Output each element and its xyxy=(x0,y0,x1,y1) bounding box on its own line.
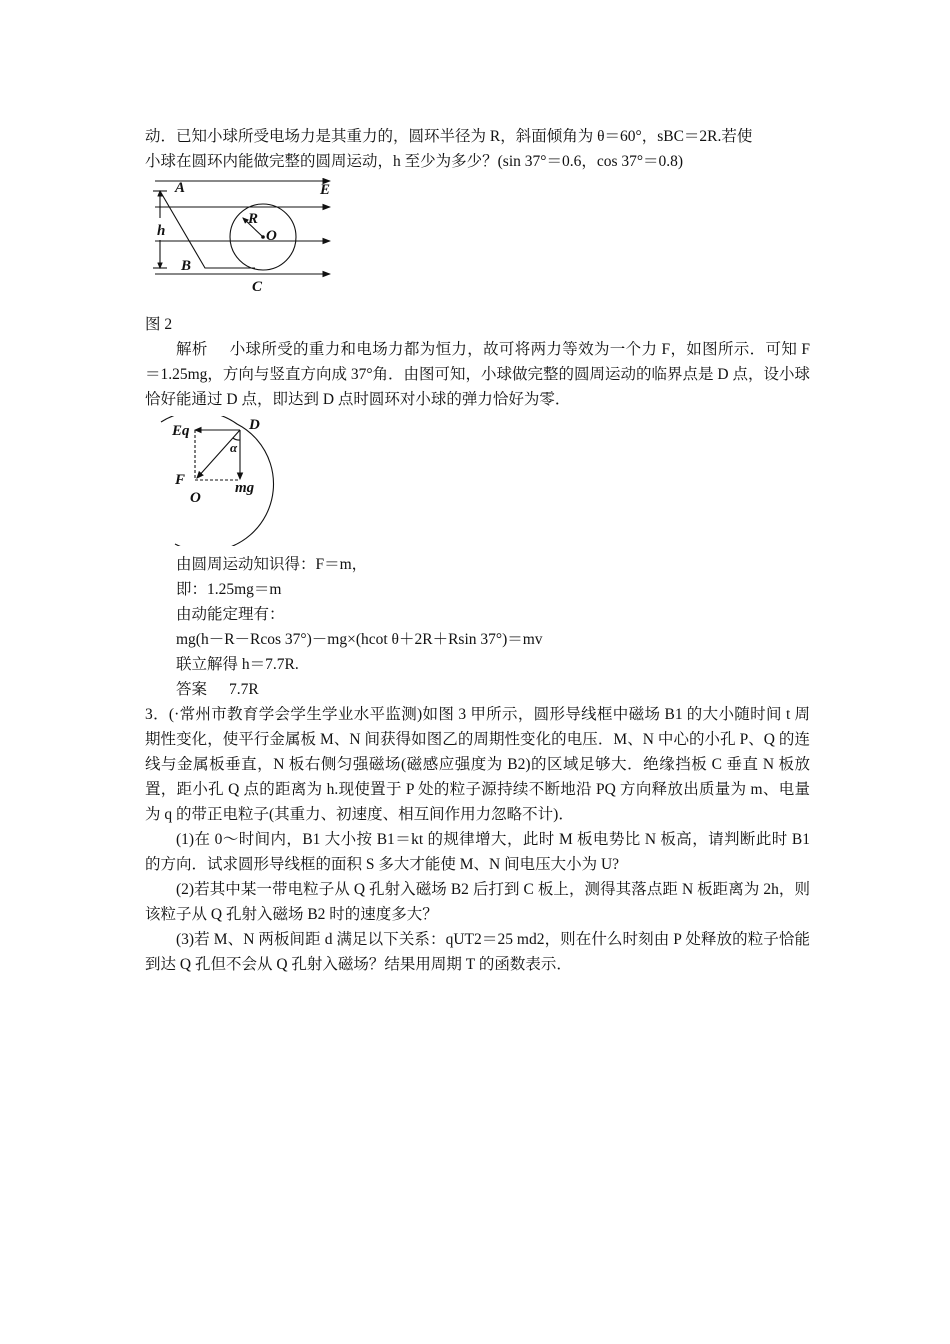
problem3-question-2: (2)若其中某一带电粒子从 Q 孔射入磁场 B2 后打到 C 板上，测得其落点距 N 板距离为 2h，则该粒子从 Q 孔射入磁场 B2 时的速度多大？ xyxy=(145,881,810,923)
label-A: A xyxy=(175,180,186,196)
label-mg: mg xyxy=(235,480,255,496)
problem3-question-3: (3)若 M、N 两板间距 d 满足以下关系：qUT2＝25 md2，则在什么时刻由 P 处释放的粒子恰能到达 Q 孔但不会从 Q 孔射入磁场？结果用周期 T 的函数表示． xyxy=(145,931,810,973)
problem3-stem: 3．(·常州市教育学会学生学业水平监测)如图 3 甲所示，圆形导线框中磁场 B1 的大小随时间 t 周期性变化，使平行金属板 M、N 间获得如图乙的周期性变化的电压．M、N 中心的小孔 P、Q 的连线与金属板垂直，N 板右侧匀强磁场(磁感应强度为 B2)的区域足够大．绝缘挡板 C 垂直 N 板放置，距小孔 Q 点的距离为 h.现使置于 P 处的粒子源持续不断地沿 PQ 方向释放出质量为 m、电量为 q 的带正电粒子(其重力、初速度、相互间作用力忽略不计)． xyxy=(145,706,810,823)
document-page xyxy=(145,124,810,977)
step-line: 即：1.25mg＝m xyxy=(176,581,282,598)
intro-line-1: 动．已知小球所受电场力是其重力的，圆环半径为 R，斜面倾角为 θ＝60°，sBC＝2R.若使 xyxy=(145,128,753,145)
step-line: 由圆周运动知识得：F＝m， xyxy=(176,556,368,573)
center-dot xyxy=(261,235,265,239)
label-F: F xyxy=(175,472,186,488)
figure-incline-loop xyxy=(145,178,345,298)
answer-value: 7.7R xyxy=(229,681,259,698)
step-line: 联立解得 h＝7.7R. xyxy=(176,656,299,673)
label-D: D xyxy=(249,417,260,433)
figure-force-diagram xyxy=(145,416,285,546)
label-C: C xyxy=(252,279,263,295)
label-h: h xyxy=(157,223,166,239)
label-alpha: α xyxy=(230,440,238,455)
step-line: 由动能定理有： xyxy=(176,606,285,623)
answer-label: 答案 xyxy=(176,681,208,698)
solution-text: 小球所受的重力和电场力都为恒力，故可将两力等效为一个力 F，如图所示．可知 F＝1.25mg，方向与竖直方向成 37°角．由图可知，小球做完整的圆周运动的临界点是 D 点，设小球恰好能通过 D 点，即达到 D 点时圆环对小球的弹力恰好为零． xyxy=(145,341,810,408)
problem3-question-1: (1)在 0～时间内，B1 大小按 B1＝kt 的规律增大，此时 M 板电势比 N 板高，请判断此时 B1 的方向．试求圆形导线框的面积 S 多大才能使 M、N 间电压大小为 U? xyxy=(145,831,810,873)
incline-track xyxy=(160,191,255,268)
solution-label: 解析 xyxy=(176,341,208,358)
label-E: E xyxy=(320,182,331,198)
label-R: R xyxy=(248,211,259,227)
label-B: B xyxy=(181,258,192,274)
solution-paragraph xyxy=(145,337,810,412)
label-O: O xyxy=(190,490,201,506)
step-line: mg(h－R－Rcos 37°)－mg×(hcot θ＋2R＋Rsin 37°)＝mv xyxy=(176,631,543,648)
label-Eq: Eq xyxy=(172,423,190,439)
answer-line xyxy=(145,677,810,702)
label-O: O xyxy=(266,228,277,244)
intro-line-2: 小球在圆环内能做完整的圆周运动，h 至少为多少？(sin 37°＝0.6，cos 37°＝0.8) xyxy=(145,153,684,170)
figure-caption: 图 2 xyxy=(145,316,173,333)
